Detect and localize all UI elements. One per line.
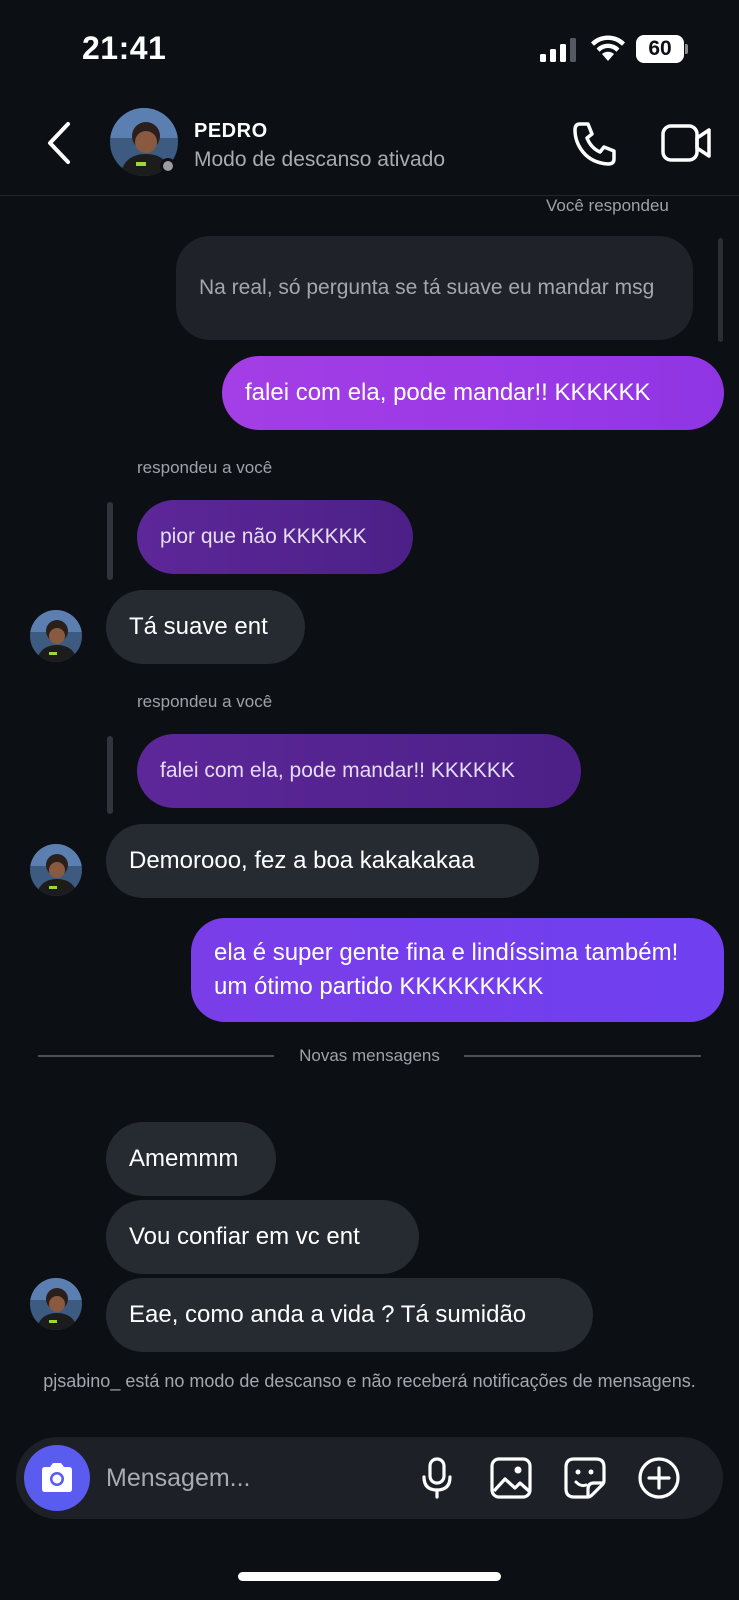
microphone-icon[interactable]: [414, 1455, 460, 1501]
sent-message-bubble[interactable]: ela é super gente fina e lindíssima também! um ótimo partido KKKKKKKKK: [191, 918, 724, 1022]
activity-status-dot: [160, 158, 176, 174]
sender-avatar[interactable]: [30, 610, 82, 662]
home-indicator[interactable]: [238, 1572, 501, 1581]
sender-avatar[interactable]: [30, 844, 82, 896]
quoted-message-bubble[interactable]: falei com ela, pode mandar!! KKKKKK: [137, 734, 581, 808]
battery-level: 60: [648, 37, 672, 60]
scrollbar[interactable]: [718, 238, 723, 342]
message-composer: [16, 1437, 723, 1519]
replied-to-you-label: respondeu a você: [137, 458, 273, 477]
contact-name[interactable]: PEDRO: [194, 120, 268, 142]
cellular-signal-icon: [540, 38, 578, 62]
received-message-bubble[interactable]: Amemmm: [106, 1122, 276, 1196]
sticker-icon[interactable]: [562, 1455, 608, 1501]
received-message-bubble[interactable]: Eae, como anda a vida ? Tá sumidão: [106, 1278, 593, 1352]
contact-status: Modo de descanso ativado: [194, 148, 446, 171]
you-replied-label: Você respondeu: [546, 196, 669, 215]
phone-icon[interactable]: [570, 118, 618, 168]
sent-message-bubble[interactable]: falei com ela, pode mandar!! KKKKKK: [222, 356, 724, 430]
message-input[interactable]: [106, 1437, 406, 1519]
camera-button[interactable]: [24, 1445, 90, 1511]
sender-avatar[interactable]: [30, 1278, 82, 1330]
wifi-icon: [590, 34, 626, 62]
camera-icon: [24, 1445, 90, 1511]
chat-header: [0, 100, 739, 196]
received-message-bubble[interactable]: Tá suave ent: [106, 590, 305, 664]
status-bar: [0, 0, 739, 100]
battery-indicator: [636, 35, 688, 63]
reply-original-bubble[interactable]: Na real, só pergunta se tá suave eu mandar msg: [176, 236, 693, 340]
received-message-bubble[interactable]: Vou confiar em vc ent: [106, 1200, 419, 1274]
video-camera-icon[interactable]: [660, 120, 712, 166]
image-icon[interactable]: [488, 1455, 534, 1501]
status-time: 21:41: [82, 30, 167, 66]
quote-bar: [107, 736, 113, 814]
message-thread[interactable]: [0, 196, 739, 1436]
new-messages-label: Novas mensagens: [299, 1046, 440, 1065]
plus-circle-icon[interactable]: [636, 1455, 682, 1501]
replied-to-you-label: respondeu a você: [137, 692, 273, 711]
chevron-left-icon[interactable]: [40, 118, 80, 168]
rest-mode-notice: pjsabino_ está no modo de descanso e não receberá notificações de mensagens.: [43, 1371, 696, 1391]
received-message-bubble[interactable]: Demorooo, fez a boa kakakakaa: [106, 824, 539, 898]
new-messages-divider: [38, 1046, 701, 1066]
quoted-message-bubble[interactable]: pior que não KKKKKK: [137, 500, 413, 574]
quote-bar: [107, 502, 113, 580]
